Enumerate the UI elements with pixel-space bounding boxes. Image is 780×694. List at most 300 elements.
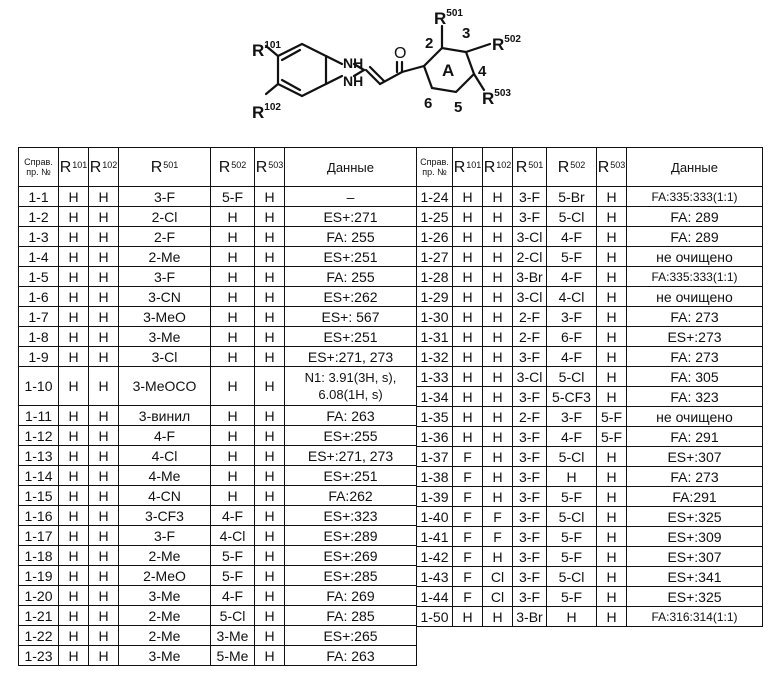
cell-r102: H [89,247,119,267]
table-row [19,187,417,207]
cell-r102: F [483,527,513,547]
table-row [417,207,763,227]
cell-r501: 3-CN [119,287,211,307]
cell-r502: H [211,347,255,367]
cell-ref-number: 1-28 [417,267,453,287]
cell-r502: 4-F [211,586,255,606]
svg-text:R501: $R^{501}$ [434,8,463,28]
cell-ref-number: 1-27 [417,247,453,267]
cell-ref-number: 1-22 [19,626,59,646]
ring-position-6: 6 [424,95,433,112]
table-row [19,506,417,526]
cell-r503: H [255,506,285,526]
cell-r101: H [453,247,483,267]
cell-r102: Cl [483,587,513,607]
cell-ref-number: 1-42 [417,547,453,567]
cell-r102: H [89,307,119,327]
cell-data: ES+:273 [627,327,763,347]
table-body-right [417,187,763,627]
cell-r501: 2-Cl [119,207,211,227]
cell-r502: 5-F [547,527,597,547]
cell-r102: H [89,327,119,347]
cell-r502: H [211,207,255,227]
cell-r502: 5-F [211,187,255,207]
cell-r501: 4-Cl [119,446,211,466]
cell-r501: 3-Br [513,267,547,287]
cell-r503: H [255,446,285,466]
svg-text:R502: $R^{502}$ [492,34,521,54]
r101-label: R [252,41,265,60]
cell-r503: H [597,267,627,287]
cell-ref-number: 1-39 [417,487,453,507]
table-row [19,646,417,666]
cell-r101: H [453,207,483,227]
cell-r502: 4-F [547,347,597,367]
cell-r101: H [453,367,483,387]
nh-top-h: H [353,55,364,71]
cell-r501: 3-F [119,187,211,207]
cell-r503: H [255,187,285,207]
cell-r101: F [453,567,483,587]
cell-r102: H [483,387,513,407]
cell-r502: 5-Cl [547,567,597,587]
cell-r102: H [483,467,513,487]
table-row [19,626,417,646]
cell-data: ES+:265 [285,626,417,646]
cell-r102: H [483,547,513,567]
cell-r501: 3-F [513,447,547,467]
header-r503: $R^{503}$ [597,148,627,187]
table-row [417,407,763,427]
table-row [417,587,763,607]
cell-r102: H [89,506,119,526]
header-data: Данные [285,148,417,187]
cell-ref-number: 1-3 [19,227,59,247]
cell-data: FA: 255 [285,227,417,247]
table-row [417,547,763,567]
table-row [417,447,763,467]
cell-r102: H [89,546,119,566]
cell-ref-number: 1-7 [19,307,59,327]
cell-r503: H [255,367,285,406]
cell-r102: H [89,526,119,546]
table-row [417,367,763,387]
cell-r502: H [211,466,255,486]
cell-r101: H [453,227,483,247]
cell-r101: H [59,287,89,307]
cell-r503: H [597,447,627,467]
header-r101: $R^{101}$ [453,148,483,187]
ring-position-3: 3 [462,25,471,42]
cell-data: FA: 273 [627,347,763,367]
cell-r101: H [59,367,89,406]
cell-ref-number: 1-17 [19,526,59,546]
table-row [417,607,763,627]
cell-r102: H [483,267,513,287]
table-row [417,347,763,367]
ring-position-5: 5 [454,99,463,116]
cell-data: не очищено [627,287,763,307]
cell-ref-number: 1-40 [417,507,453,527]
cell-r503: H [597,187,627,207]
table-row [19,566,417,586]
cell-r501: 3-F [513,567,547,587]
cell-r502: 5-F [547,547,597,567]
cell-r102: H [483,307,513,327]
cell-r503: H [597,307,627,327]
cell-r503: H [597,387,627,407]
cell-r102: H [89,446,119,466]
cell-r502: H [211,267,255,287]
svg-text:NH [343,55,363,71]
cell-r501: 3-Me [119,327,211,347]
cell-ref-number: 1-29 [417,287,453,307]
cell-r503: H [255,247,285,267]
cell-r501: 3-F [119,526,211,546]
cell-r102: H [89,406,119,426]
cell-r102: H [89,626,119,646]
cell-r501: 2-F [513,407,547,427]
cell-r503: H [597,507,627,527]
header-r102: $R^{102}$ [89,148,119,187]
cell-r101: H [59,247,89,267]
cell-data: – [285,187,417,207]
cell-r501: 3-F [513,187,547,207]
table-row [19,466,417,486]
header-r502: $R^{502}$ [547,148,597,187]
cell-r502: H [211,287,255,307]
cell-r502: 6-F [547,327,597,347]
cell-r502: 5-F [211,566,255,586]
cell-r102: H [89,426,119,446]
cell-r502: 3-F [547,407,597,427]
cell-data: ES+:341 [627,567,763,587]
cell-r503: H [255,307,285,327]
cell-r101: H [453,287,483,307]
compounds-table-left [18,147,417,666]
cell-ref-number: 1-11 [19,406,59,426]
cell-ref-number: 1-24 [417,187,453,207]
cell-r503: H [597,367,627,387]
cell-r102: H [483,207,513,227]
table-row [417,527,763,547]
header-r501: $R^{501}$ [119,148,211,187]
cell-r503: H [597,327,627,347]
cell-ref-number: 1-20 [19,586,59,606]
cell-r503: H [255,287,285,307]
cell-r101: H [59,307,89,327]
table-row [19,586,417,606]
cell-r101: H [59,546,89,566]
cell-r502: H [211,406,255,426]
cell-r102: H [89,207,119,227]
cell-data: ES+:251 [285,466,417,486]
cell-r501: 2-MeO [119,566,211,586]
cell-r503: H [255,267,285,287]
header-ref-number: Справ. пр. № [19,148,59,187]
cell-ref-number: 1-25 [417,207,453,227]
cell-r102: H [89,187,119,207]
nh-bottom-h: H [353,73,364,89]
table-row [19,207,417,227]
cell-r101: H [453,427,483,447]
cell-r503: H [597,227,627,247]
cell-r101: F [453,447,483,467]
cell-data: FA: 291 [627,427,763,447]
cell-r502: 5-Cl [211,606,255,626]
cell-r501: 3-F [513,467,547,487]
cell-r102: H [483,187,513,207]
header-r503: $R^{503}$ [255,148,285,187]
table-row [19,606,417,626]
cell-r501: 4-Me [119,466,211,486]
cell-r102: F [483,507,513,527]
cell-r502: 5-Cl [547,447,597,467]
cell-r502: H [211,446,255,466]
cell-r501: 3-винил [119,406,211,426]
table-row [417,567,763,587]
cell-r101: F [453,467,483,487]
ring-position-2: 2 [425,35,434,52]
cell-r503: H [255,606,285,626]
table-header-row [19,148,417,187]
table-row [19,327,417,347]
r503-label: R [482,89,495,108]
cell-r501: 3-Cl [513,287,547,307]
cell-r501: 3-Br [513,607,547,627]
table-row [19,347,417,367]
cell-r102: H [89,267,119,287]
cell-r501: 2-Me [119,606,211,626]
cell-ref-number: 1-23 [19,646,59,666]
cell-r503: H [597,527,627,547]
cell-r502: H [211,307,255,327]
cell-ref-number: 1-5 [19,267,59,287]
cell-ref-number: 1-44 [417,587,453,607]
cell-r102: H [483,367,513,387]
cell-r503: H [255,327,285,347]
cell-r503: H [597,467,627,487]
cell-r501: 4-F [119,426,211,446]
cell-r502: 4-Cl [211,526,255,546]
cell-ref-number: 1-33 [417,367,453,387]
cell-r101: H [59,347,89,367]
cell-ref-number: 1-50 [417,607,453,627]
cell-r102: Cl [483,567,513,587]
cell-r101: H [59,606,89,626]
cell-r501: 3-F [119,267,211,287]
cell-r501: 3-F [513,347,547,367]
cell-r502: 5-F [547,247,597,267]
chemical-structure [230,0,550,146]
cell-data: FA: 273 [627,307,763,327]
header-r501: $R^{501}$ [513,148,547,187]
cell-r502: 4-F [547,227,597,247]
cell-ref-number: 1-37 [417,447,453,467]
table-row [417,327,763,347]
cell-r502: H [211,486,255,506]
cell-ref-number: 1-26 [417,227,453,247]
cell-r101: H [59,486,89,506]
cell-data: FA:291 [627,487,763,507]
cell-r501: 2-F [513,327,547,347]
cell-r101: H [59,426,89,446]
cell-r502: 5-CF3 [547,387,597,407]
cell-r502: 4-F [547,427,597,447]
cell-ref-number: 1-13 [19,446,59,466]
cell-r503: H [597,247,627,267]
cell-data: N1: 3.91(3H, s), 6.08(1H, s) [285,367,417,406]
cell-r102: H [483,607,513,627]
cell-r503: H [597,287,627,307]
table-row [417,307,763,327]
cell-r503: H [255,626,285,646]
nh-top-n: N [343,55,354,71]
cell-r502: H [211,426,255,446]
table-row [19,406,417,426]
cell-r503: H [255,347,285,367]
cell-r101: H [453,387,483,407]
cell-r501: 3-Cl [119,347,211,367]
cell-ref-number: 1-31 [417,327,453,347]
cell-data: ES+:271 [285,207,417,227]
cell-data: ES+:251 [285,247,417,267]
header-r102: $R^{102}$ [483,148,513,187]
cell-ref-number: 1-38 [417,467,453,487]
table-row [417,427,763,447]
cell-r501: 3-Cl [513,367,547,387]
cell-r501: 3-MeOCO [119,367,211,406]
cell-r101: H [59,646,89,666]
cell-r101: H [59,267,89,287]
cell-r501: 3-F [513,207,547,227]
svg-text:R503: $R^{503}$ [482,88,511,108]
cell-r502: 4-F [547,267,597,287]
cell-r102: H [89,466,119,486]
cell-ref-number: 1-21 [19,606,59,626]
cell-r101: F [453,587,483,607]
header-r502: $R^{502}$ [211,148,255,187]
cell-r102: H [483,427,513,447]
table-row [19,267,417,287]
table-body-left [19,187,417,666]
table-row [417,467,763,487]
cell-r503: H [255,586,285,606]
cell-r503: H [597,567,627,587]
cell-ref-number: 1-9 [19,347,59,367]
cell-data: FA: 273 [627,467,763,487]
cell-r102: H [483,487,513,507]
cell-r502: 5-Br [547,187,597,207]
cell-r101: H [453,187,483,207]
cell-data: FA:316:314(1:1) [627,607,763,627]
cell-data: не очищено [627,407,763,427]
cell-r102: H [483,407,513,427]
cell-r101: H [453,327,483,347]
table-row [19,287,417,307]
cell-r101: H [453,307,483,327]
cell-r102: H [483,287,513,307]
cell-r501: 3-F [513,587,547,607]
cell-data: FA: 255 [285,267,417,287]
cell-r503: H [255,426,285,446]
cell-ref-number: 1-16 [19,506,59,526]
cell-r502: 3-Me [211,626,255,646]
cell-r101: H [453,267,483,287]
table-row [417,507,763,527]
cell-r102: H [89,367,119,406]
cell-ref-number: 1-43 [417,567,453,587]
table-row [417,287,763,307]
header-r101: $R^{101}$ [59,148,89,187]
cell-r502: H [211,367,255,406]
cell-r502: 3-F [547,307,597,327]
cell-r501: 2-Me [119,247,211,267]
cell-r101: H [59,586,89,606]
cell-r101: H [59,327,89,347]
cell-data: ES+:285 [285,566,417,586]
table-row [19,546,417,566]
cell-r501: 3-F [513,527,547,547]
cell-r501: 2-Me [119,626,211,646]
cell-r502: 5-F [211,546,255,566]
ring-a-label: A [442,61,455,80]
table-row [417,487,763,507]
table-row [417,247,763,267]
cell-r102: H [89,486,119,506]
cell-r101: H [453,347,483,367]
cell-data: FA: 289 [627,207,763,227]
cell-ref-number: 1-8 [19,327,59,347]
svg-text:R101: $R^{101}$ [252,40,281,60]
cell-ref-number: 1-32 [417,347,453,367]
cell-r501: 3-CF3 [119,506,211,526]
cell-r501: 2-F [513,307,547,327]
cell-ref-number: 1-2 [19,207,59,227]
cell-data: ES+: 567 [285,307,417,327]
cell-r101: F [453,547,483,567]
cell-data: ES+:271, 273 [285,446,417,466]
cell-r503: H [597,587,627,607]
cell-r503: H [255,486,285,506]
cell-r101: F [453,527,483,547]
cell-ref-number: 1-1 [19,187,59,207]
cell-r102: H [483,247,513,267]
cell-r502: 5-Cl [547,207,597,227]
cell-data: ES+:309 [627,527,763,547]
svg-text:NH [343,73,363,89]
ring-position-4: 4 [478,63,487,80]
cell-r501: 3-F [513,507,547,527]
cell-ref-number: 1-6 [19,287,59,307]
cell-r102: H [89,566,119,586]
cell-r502: H [211,227,255,247]
cell-data: FA: 263 [285,646,417,666]
cell-r503: H [255,227,285,247]
cell-r501: 2-Me [119,546,211,566]
cell-r503: H [597,547,627,567]
cell-ref-number: 1-12 [19,426,59,446]
cell-r501: 2-F [119,227,211,247]
table-row [417,187,763,207]
cell-r503: H [597,487,627,507]
cell-r503: H [255,406,285,426]
cell-r501: 3-Me [119,586,211,606]
cell-r101: H [59,506,89,526]
cell-data: ES+:325 [627,587,763,607]
cell-r501: 3-F [513,387,547,407]
cell-r502: 5-F [547,487,597,507]
